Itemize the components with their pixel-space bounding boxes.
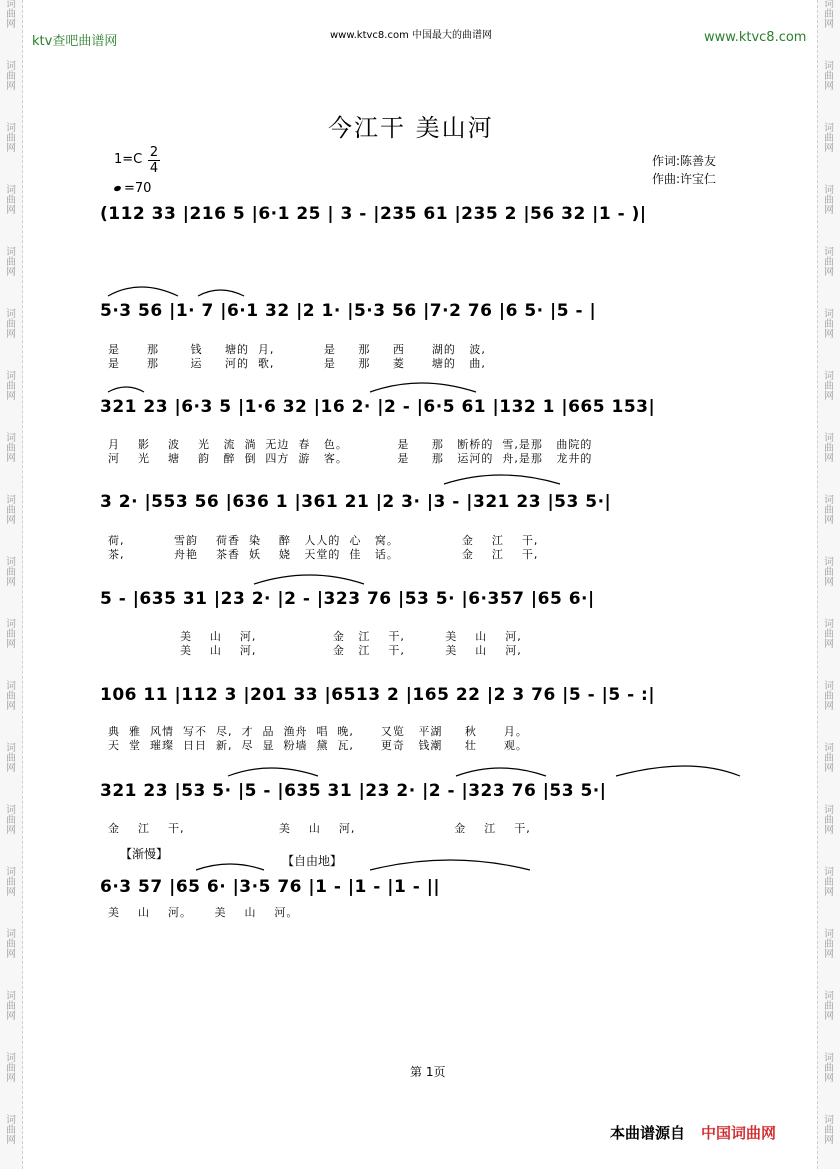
header-right-site[interactable]: www.ktvc8.com: [704, 30, 807, 45]
slur: [196, 864, 264, 870]
slur: [198, 290, 244, 296]
left-watermark-strip: [0, 0, 23, 1169]
watermark-text: 词曲网: [824, 619, 834, 650]
slur: [616, 766, 740, 776]
watermark-text: 词曲网: [6, 929, 16, 960]
page-number: 第 1页: [410, 1065, 446, 1079]
time-signature: [148, 145, 160, 176]
lyricist: 作词:陈善友: [652, 154, 717, 168]
watermark-text: 词曲网: [6, 867, 16, 898]
staff-row-6-lyrics-2: 天 堂 璀璨 日日 新, 尽 显 粉墙 黛 瓦, 更奇 钱潮 壮 观。: [108, 739, 528, 752]
source-label: 本曲谱源自: [610, 1124, 686, 1142]
watermark-text: 词曲网: [6, 1053, 16, 1084]
slur: [370, 860, 530, 870]
slur: [254, 575, 364, 584]
watermark-text: 词曲网: [6, 309, 16, 340]
watermark-text: 词曲网: [6, 495, 16, 526]
watermark-text: 词曲网: [824, 681, 834, 712]
watermark-text: 词曲网: [824, 185, 834, 216]
staff-row-2-lyrics-1: 是 那 钱 塘的 月, 是 那 西 湖的 波,: [108, 343, 486, 356]
slur: [444, 475, 560, 484]
right-watermark-strip: [817, 0, 840, 1169]
staff-row-7-lyrics-1: 金 江 干, 美 山 河, 金 江 干,: [108, 822, 531, 835]
watermark-text: 词曲网: [6, 743, 16, 774]
watermark-text: 词曲网: [824, 805, 834, 836]
watermark-text: 词曲网: [824, 371, 834, 402]
slur: [370, 383, 476, 392]
staff-row-3-lyrics-2: 河 光 塘 韵 醉 倒 四方 游 客。 是 那 运河的 舟,是那 龙井的: [108, 452, 593, 465]
source-site[interactable]: 中国词曲网: [701, 1124, 777, 1142]
watermark-text: 词曲网: [6, 61, 16, 92]
watermark-text: 词曲网: [824, 1053, 834, 1084]
watermark-text: 词曲网: [824, 867, 834, 898]
watermark-text: 词曲网: [6, 991, 16, 1022]
watermark-text: 词曲网: [6, 1115, 16, 1146]
staff-row-6-music: 106 11 |112 3 |201 33 |6513 2 |165 22 |2 3 76 |5 - |5 - :|: [100, 685, 656, 705]
tempo-value: =70: [124, 181, 152, 196]
watermark-text: 词曲网: [6, 433, 16, 464]
slur: [108, 287, 178, 296]
staff-row-4-music: 3 2· |553 56 |636 1 |361 21 |2 3· |3 - |321 23 |53 5·|: [100, 492, 612, 512]
watermark-text: 词曲网: [824, 991, 834, 1022]
staff-row-5-music: 5 - |635 31 |23 2· |2 - |323 76 |53 5· |6·357 |65 6·|: [100, 589, 595, 609]
staff-row-7-music: 321 23 |53 5· |5 - |635 31 |23 2· |2 - |323 76 |53 5·|: [100, 781, 607, 801]
meter-top: 2: [149, 145, 159, 160]
staff-row-1-music: (112 33 |216 5 |6·1 25 | 3 - |235 61 |235 2 |56 32 |1 - )|: [100, 204, 647, 224]
half-note-icon: [113, 185, 121, 192]
staff-row-4-lyrics-2: 茶, 舟艳 茶香 妖 娆 天堂的 佳 话。 金 江 干,: [108, 548, 539, 561]
watermark-text: 词曲网: [6, 247, 16, 278]
key-signature: 1=C: [114, 152, 143, 167]
watermark-text: 词曲网: [824, 495, 834, 526]
staff-row-8-lyrics-1: 美 山 河。 美 山 河。: [108, 906, 299, 919]
watermark-text: 词曲网: [6, 805, 16, 836]
slur: [228, 768, 318, 776]
watermark-text: 词曲网: [824, 433, 834, 464]
watermark-text: 词曲网: [6, 681, 16, 712]
watermark-text: 词曲网: [824, 61, 834, 92]
watermark-text: 词曲网: [6, 371, 16, 402]
tempo-mark-slowing: 【渐慢】: [120, 847, 169, 861]
tempo-mark-free: 【自由地】: [282, 854, 343, 868]
slur: [456, 768, 546, 776]
staff-row-2-music: 5·3 56 |1· 7 |6·1 32 |2 1· |5·3 56 |7·2 76 |6 5· |5 - |: [100, 301, 597, 321]
watermark-text: 词曲网: [824, 309, 834, 340]
song-title: 今江干 美山河: [328, 114, 494, 142]
header-center-site[interactable]: www.ktvc8.com 中国最大的曲谱网: [330, 30, 493, 41]
staff-row-5-lyrics-2: 美 山 河, 金 江 干, 美 山 河,: [108, 644, 522, 657]
source-credit: [610, 1122, 776, 1143]
slur: [108, 387, 144, 392]
staff-row-3-lyrics-1: 月 影 波 光 流 淌 无边 春 色。 是 那 断桥的 雪,是那 曲院的: [108, 438, 593, 451]
watermark-text: 词曲网: [6, 557, 16, 588]
watermark-text: 词曲网: [824, 1115, 834, 1146]
tempo-marking: [114, 181, 151, 196]
watermark-text: 词曲网: [824, 123, 834, 154]
staff-row-4-lyrics-1: 荷, 雪韵 荷香 染 醉 人人的 心 窝。 金 江 干,: [108, 534, 539, 547]
composer: 作曲:许宝仁: [652, 172, 717, 186]
credits: [652, 152, 716, 188]
watermark-text: 词曲网: [6, 0, 16, 30]
meter-bottom: 4: [149, 161, 159, 176]
header-left-site[interactable]: ktv查吧曲谱网: [32, 34, 118, 49]
watermark-text: 词曲网: [6, 123, 16, 154]
staff-row-8-music: 6·3 57 |65 6· |3·5 76 |1 - |1 - |1 - ||: [100, 877, 441, 897]
watermark-text: 词曲网: [6, 619, 16, 650]
staff-row-6-lyrics-1: 典 雅 风情 写不 尽, 才 品 渔舟 唱 晚, 又览 平湖 秋 月。: [108, 725, 528, 738]
staff-row-3-music: 321 23 |6·3 5 |1·6 32 |16 2· |2 - |6·5 61 |132 1 |665 153|: [100, 397, 656, 417]
watermark-text: 词曲网: [824, 247, 834, 278]
staff-row-5-lyrics-1: 美 山 河, 金 江 干, 美 山 河,: [108, 630, 522, 643]
watermark-text: 词曲网: [824, 0, 834, 30]
staff-row-2-lyrics-2: 是 那 运 河的 歌, 是 那 菱 塘的 曲,: [108, 357, 486, 370]
watermark-text: 词曲网: [824, 743, 834, 774]
watermark-text: 词曲网: [824, 557, 834, 588]
watermark-text: 词曲网: [6, 185, 16, 216]
watermark-text: 词曲网: [824, 929, 834, 960]
